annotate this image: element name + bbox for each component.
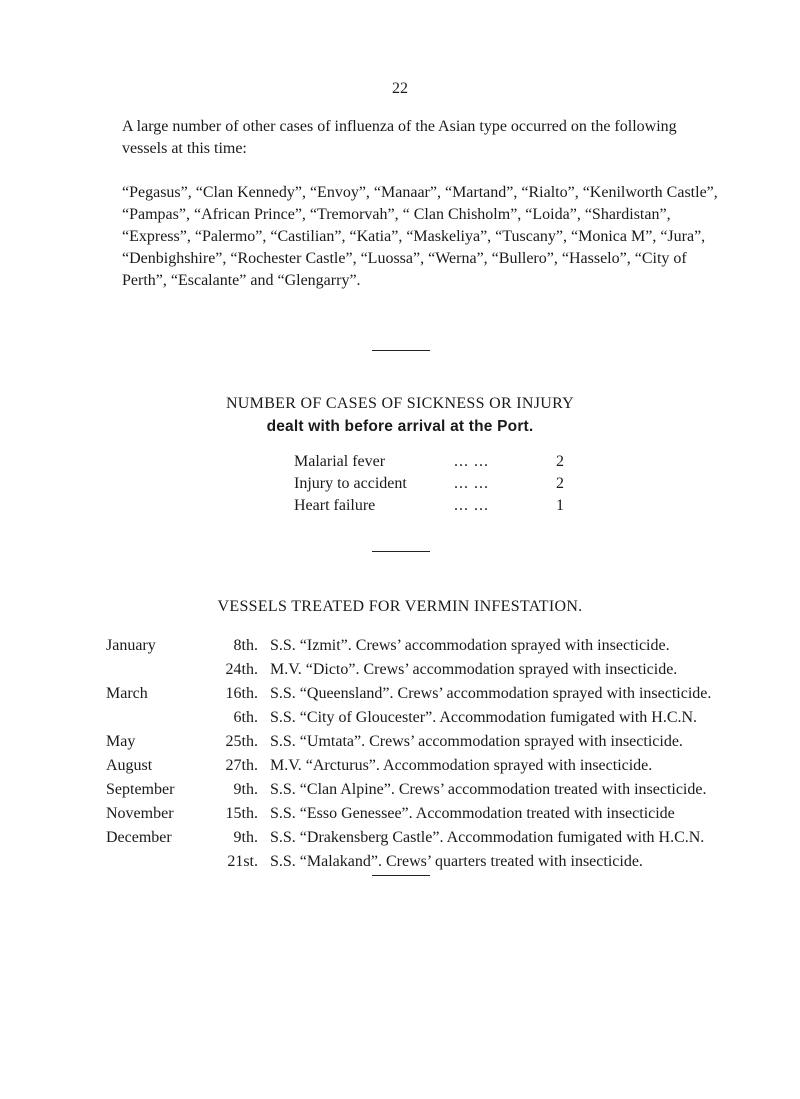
treatment-day: 16th. xyxy=(225,685,258,702)
case-count: 1 xyxy=(556,497,564,514)
section-divider xyxy=(372,875,430,876)
list-item xyxy=(106,660,726,679)
list-item xyxy=(106,708,726,727)
treatment-day: 9th. xyxy=(233,781,258,798)
treatment-month: September xyxy=(106,781,175,798)
treatment-day: 6th. xyxy=(233,709,258,726)
treatment-month: March xyxy=(106,685,148,702)
list-item xyxy=(106,828,726,847)
intro-paragraph: A large number of other cases of influenza of the Asian type occurred on the following vessels at this time: xyxy=(122,118,677,157)
treatment-day: 27th. xyxy=(225,757,258,774)
treatment-day: 25th. xyxy=(225,733,258,750)
treatment-description: M.V. “Arcturus”. Accommodation sprayed with insecticide. xyxy=(270,757,653,774)
treatment-month: January xyxy=(106,637,156,654)
treatment-description: S.S. “Clan Alpine”. Crews’ accommodation treated with insecticide. xyxy=(270,781,707,798)
treatment-description: S.S. “Esso Genessee”. Accommodation treated with insecticide xyxy=(270,805,675,822)
leader-dots: ... ... xyxy=(454,497,489,514)
treatment-month: May xyxy=(106,733,136,750)
case-row xyxy=(294,495,564,517)
treatment-description: S.S. “Malakand”. Crews’ quarters treated with insecticide. xyxy=(270,853,643,870)
treatment-description: S.S. “Queensland”. Crews’ accommodation sprayed with insecticide. xyxy=(270,685,712,702)
leader-dots: ... ... xyxy=(454,453,489,470)
case-count: 2 xyxy=(556,453,564,470)
case-row xyxy=(294,451,564,473)
page-number: 22 xyxy=(392,80,408,97)
section-divider xyxy=(372,551,430,552)
sickness-subheading: dealt with before arrival at the Port. xyxy=(266,418,534,435)
list-item xyxy=(106,852,726,871)
list-item xyxy=(106,804,726,823)
sickness-heading: NUMBER OF CASES OF SICKNESS OR INJURY xyxy=(225,395,575,412)
vermin-heading: VESSELS TREATED FOR VERMIN INFESTATION. xyxy=(217,598,583,615)
treatment-day: 8th. xyxy=(233,637,258,654)
treatment-description: S.S. “Umtata”. Crews’ accommodation sprayed with insecticide. xyxy=(270,733,683,750)
treatment-month: August xyxy=(106,757,153,774)
sickness-cases-table xyxy=(294,451,564,517)
case-condition: Heart failure xyxy=(294,497,376,514)
treatment-description: S.S. “Izmit”. Crews’ accommodation sprayed with insecticide. xyxy=(270,637,670,654)
treatment-description: S.S. “City of Gloucester”. Accommodation fumigated with H.C.N. xyxy=(270,709,698,726)
influenza-vessels-list: “Pegasus”, “Clan Kennedy”, “Envoy”, “Manaar”, “Martand”, “Rialto”, “Kenilworth Castle”, “Pampas”, “African Prince”, “Tremorvah”, “ Clan Chisholm”, “Loida”, “Shardistan”, “Express”, “Palermo”, “Castilian”, “Katia”, “Maskeliya”, “Tuscany”, “Monica M”, “Jura”, “Denbighshire”, “Rochester Castle”, “Luossa”, “Werna”, “Bullero”, “Hasselo”, “City of Perth”, “Escalante” and “Glengarry”. xyxy=(122,184,718,289)
list-item xyxy=(106,756,726,775)
treatment-month: November xyxy=(106,805,174,822)
case-count: 2 xyxy=(556,475,564,492)
intro-section xyxy=(122,116,722,292)
case-condition: Malarial fever xyxy=(294,453,386,470)
treatment-description: S.S. “Drakensberg Castle”. Accommodation fumigated with H.C.N. xyxy=(270,829,705,846)
list-item xyxy=(106,732,726,751)
section-divider xyxy=(372,350,430,351)
case-condition: Injury to accident xyxy=(294,475,407,492)
case-row xyxy=(294,473,564,495)
treatment-month: December xyxy=(106,829,172,846)
treatment-description: M.V. “Dicto”. Crews’ accommodation sprayed with insecticide. xyxy=(270,661,678,678)
list-item xyxy=(106,636,726,655)
treatment-day: 24th. xyxy=(225,661,258,678)
treatment-day: 21st. xyxy=(227,853,258,870)
treatment-day: 15th. xyxy=(225,805,258,822)
list-item xyxy=(106,780,726,799)
treatment-day: 9th. xyxy=(233,829,258,846)
vermin-treatment-list xyxy=(106,636,726,876)
list-item xyxy=(106,684,726,703)
leader-dots: ... ... xyxy=(454,475,489,492)
